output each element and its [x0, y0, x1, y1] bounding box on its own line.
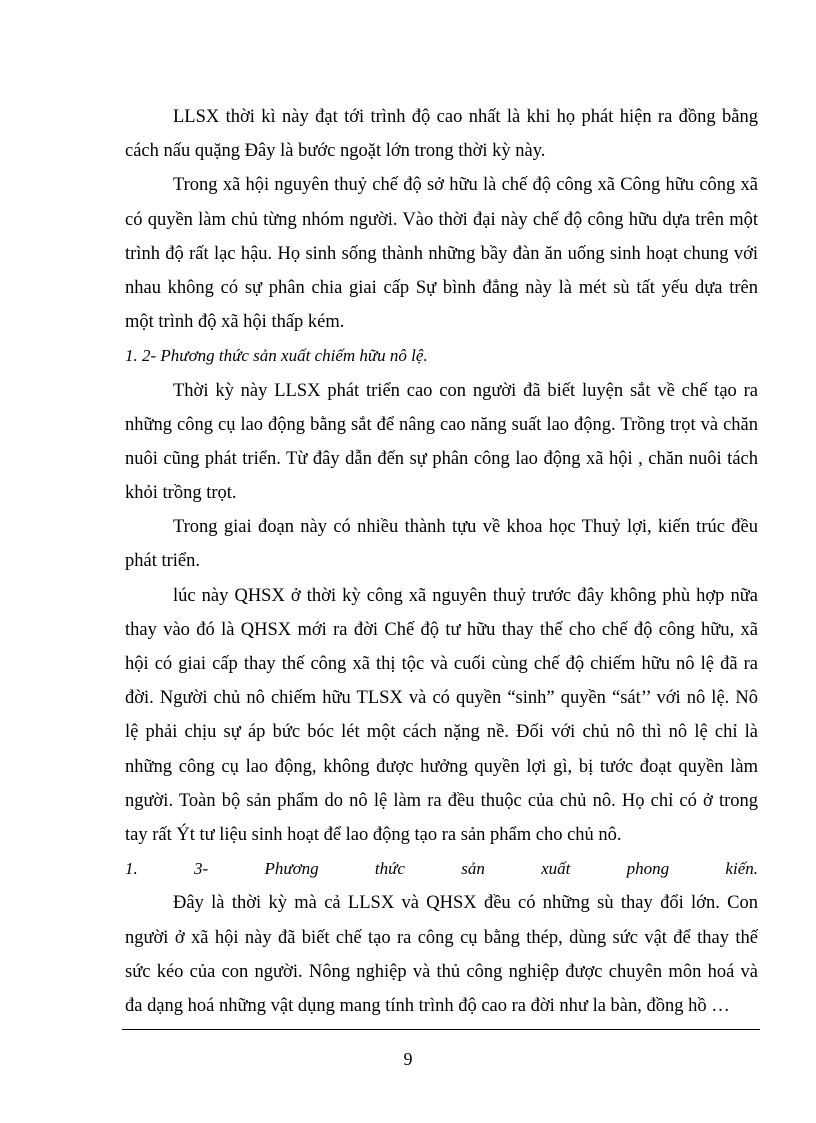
text-line: có quyền làm chủ từng nhóm người. Vào thời đại này chế độ công hữu dựa trên một [125, 209, 758, 230]
text-line: người. Toàn bộ sản phẩm do nô lệ làm ra đều thuộc của chủ nô. Họ chỉ có ở trong [125, 790, 758, 811]
text-line: nuôi cũng phát triển. Từ đây dẫn đến sự phân công lao động xã hội , chăn nuôi tách [125, 448, 758, 469]
page-number: 9 [403, 1049, 413, 1069]
text-line: một trình độ xã hội thấp kém. [125, 312, 345, 333]
text-line: những công cụ lao động, không được hưởng quyền lợi gì, bị tước đoạt quyền làm [125, 756, 758, 777]
text-line: đời. Người chủ nô chiếm hữu TLSX và có quyền “sinh” quyền “sát’’ với nô lệ. Nô [125, 688, 758, 709]
section-heading: 1. 3- Phương thức sản xuất phong kiến. [125, 859, 758, 879]
section-heading: 1. 2- Phương thức sản xuất chiếm hữu nô lệ. [125, 346, 428, 366]
text-line: nhau không có sự phân chia giai cấp Sự bình đẳng này là mét sù tất yếu dựa trên [125, 277, 758, 298]
text-line: Trong xã hội nguyên thuỷ chế độ sở hữu là chế độ công xã Công hữu công xã [173, 175, 758, 196]
text-line: trình độ rất lạc hậu. Họ sinh sống thành những bầy đàn ăn uống sinh hoạt chung với [125, 243, 758, 264]
text-line: sức kéo của con người. Nông nghiệp và thủ công nghiệp được chuyên môn hoá và [125, 961, 758, 982]
text-line: những công cụ lao động bằng sắt để nâng cao năng suất lao động. Trồng trọt và chăn [125, 414, 758, 435]
text-line: phát triển. [125, 551, 201, 572]
text-line: hội có giai cấp thay thế công xã thị tộc và cuối cùng chế độ chiếm hữu nô lệ đã ra [125, 654, 758, 674]
text-line: khỏi trồng trọt. [125, 483, 237, 504]
body-text [125, 100, 758, 1023]
text-line: Trong giai đoạn này có nhiều thành tựu về khoa học Thuỷ lợi, kiến trúc đều [173, 517, 758, 538]
text-line: lệ phải chịu sự áp bức bóc lét một cách nặng nề. Đối với chủ nô thì nô lệ chỉ là [125, 722, 758, 743]
text-line: LLSX thời kì này đạt tới trình độ cao nhất là khi họ phát hiện ra đồng bằng [173, 107, 758, 127]
text-line: lúc này QHSX ở thời kỳ công xã nguyên thuỷ trước đây không phù hợp nữa [173, 585, 758, 606]
text-line: cách nấu quặng Đây là bước ngoặt lớn trong thời kỳ này. [125, 141, 546, 162]
text-line: Đây là thời kỳ mà cả LLSX và QHSX đều có những sù thay đổi lớn. Con [173, 893, 758, 914]
text-line: Thời kỳ này LLSX phát triển cao con người đã biết luyện sắt về chế tạo ra [173, 380, 758, 401]
text-line: thay vào đó là QHSX mới ra đời Chế độ tư hữu thay thế cho chế độ công hữu, xã [125, 619, 758, 640]
text-line: người ở xã hội này đã biết chế tạo ra công cụ bằng thép, dùng sức vật để thay thế [125, 927, 758, 948]
text-line: đa dạng hoá những vật dụng mang tính trình độ cao ra đời như la bàn, đồng hồ … [125, 995, 730, 1016]
text-line: tay rất Ýt tư liệu sinh hoạt để lao động tạo ra sản phẩm cho chủ nô. [125, 824, 622, 845]
footer-divider [122, 1029, 760, 1030]
